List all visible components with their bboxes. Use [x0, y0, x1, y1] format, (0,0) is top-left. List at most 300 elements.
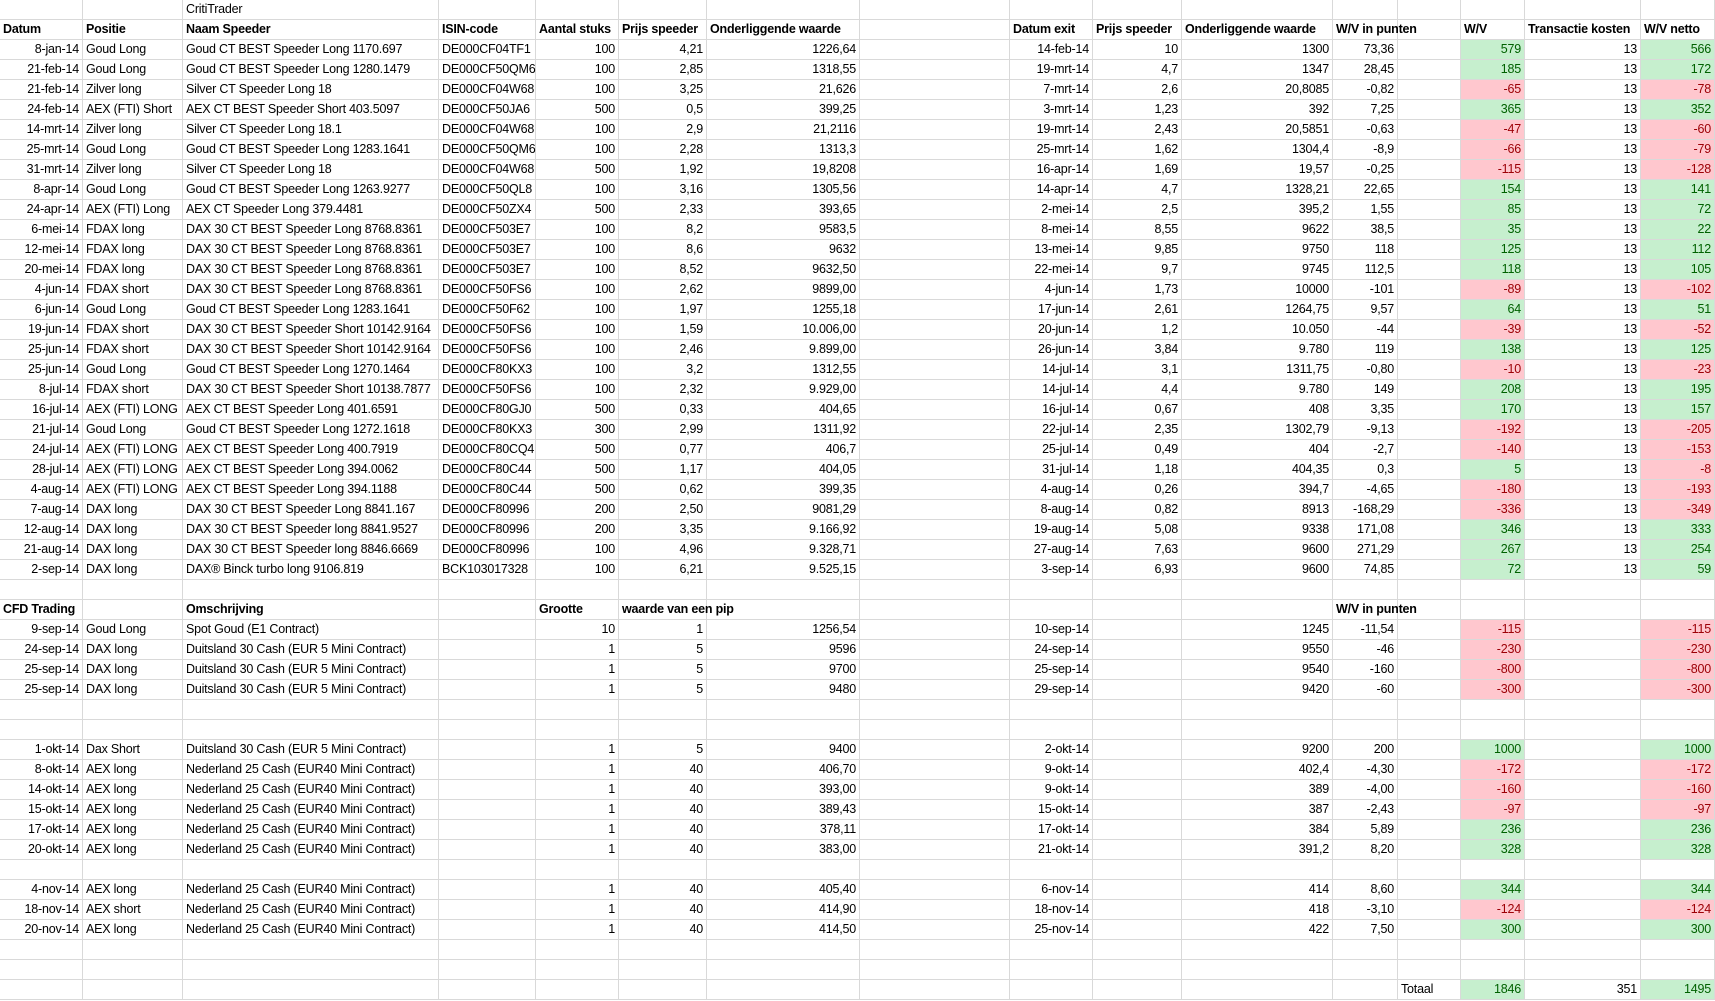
cell-datum-exit[interactable]: [1010, 420, 1093, 440]
cell-naam[interactable]: [183, 360, 439, 380]
cell-naam[interactable]: [183, 860, 439, 880]
cell-aantal[interactable]: [536, 220, 619, 240]
cell-prijs[interactable]: [619, 280, 707, 300]
cell-wv[interactable]: [1461, 920, 1525, 940]
cell-datum[interactable]: [0, 140, 83, 160]
cell-datum-exit[interactable]: [1010, 40, 1093, 60]
cell-spacer2[interactable]: [1398, 480, 1461, 500]
cell-naam[interactable]: [183, 140, 439, 160]
cell-isin[interactable]: [439, 440, 536, 460]
cell-prijs-exit[interactable]: [1093, 920, 1182, 940]
cell-transactiekosten[interactable]: [1525, 960, 1641, 980]
cell-isin[interactable]: [439, 580, 536, 600]
cell-wv[interactable]: [1461, 500, 1525, 520]
cell-prijs-exit[interactable]: [1093, 780, 1182, 800]
cell-wv-netto[interactable]: [1641, 460, 1715, 480]
cell-prijs-exit[interactable]: [1093, 840, 1182, 860]
cell-isin[interactable]: [439, 60, 536, 80]
cell-wv[interactable]: [1461, 940, 1525, 960]
cell-positie[interactable]: [83, 300, 183, 320]
cell-prijs[interactable]: [619, 180, 707, 200]
cell-prijs-exit[interactable]: [1093, 620, 1182, 640]
cell-spacer2[interactable]: [1398, 520, 1461, 540]
cell-positie[interactable]: [83, 320, 183, 340]
cell-transactiekosten[interactable]: [1525, 340, 1641, 360]
cell-aantal[interactable]: [536, 160, 619, 180]
cell-onderliggende-exit[interactable]: [1182, 540, 1333, 560]
cell-isin[interactable]: [439, 840, 536, 860]
cell-positie[interactable]: [83, 560, 183, 580]
cell-isin[interactable]: [439, 420, 536, 440]
cell-onderliggende[interactable]: [707, 220, 860, 240]
cell-naam[interactable]: [183, 620, 439, 640]
cell-onderliggende-exit[interactable]: [1182, 980, 1333, 1000]
cell-datum-exit[interactable]: [1010, 480, 1093, 500]
cell-wv[interactable]: [1461, 60, 1525, 80]
cell-prijs[interactable]: [619, 320, 707, 340]
cell-spacer[interactable]: [860, 300, 1010, 320]
cell-datum-exit[interactable]: [1010, 680, 1093, 700]
cell-datum[interactable]: [0, 120, 83, 140]
cell-datum-exit[interactable]: [1010, 840, 1093, 860]
cell-datum[interactable]: [0, 500, 83, 520]
cell-positie[interactable]: [83, 700, 183, 720]
cell-wv-netto[interactable]: [1641, 340, 1715, 360]
cell-wv[interactable]: [1461, 120, 1525, 140]
cell-wv-netto[interactable]: [1641, 200, 1715, 220]
cell-spacer[interactable]: [860, 40, 1010, 60]
cell-prijs-exit[interactable]: [1093, 100, 1182, 120]
cell-spacer2[interactable]: [1398, 120, 1461, 140]
cell-aantal[interactable]: [536, 840, 619, 860]
cell-datum[interactable]: [0, 40, 83, 60]
cell-onderliggende[interactable]: [707, 640, 860, 660]
cell-naam[interactable]: [183, 680, 439, 700]
cell-positie[interactable]: [83, 480, 183, 500]
cell-wv-netto[interactable]: [1641, 860, 1715, 880]
cell-spacer[interactable]: [860, 20, 1010, 40]
cell-transactiekosten[interactable]: [1525, 380, 1641, 400]
cell-naam[interactable]: [183, 440, 439, 460]
cell-datum-exit[interactable]: [1010, 620, 1093, 640]
cell-spacer[interactable]: [860, 380, 1010, 400]
cell-positie[interactable]: [83, 420, 183, 440]
cell-wv-netto[interactable]: [1641, 900, 1715, 920]
cell-onderliggende[interactable]: [707, 120, 860, 140]
cell-wv-netto[interactable]: [1641, 360, 1715, 380]
cell-naam[interactable]: [183, 480, 439, 500]
cell-transactiekosten[interactable]: [1525, 300, 1641, 320]
cell-transactiekosten[interactable]: [1525, 460, 1641, 480]
cell-datum[interactable]: [0, 60, 83, 80]
cell-prijs-exit[interactable]: [1093, 380, 1182, 400]
cell-prijs-exit[interactable]: [1093, 500, 1182, 520]
cell-prijs[interactable]: [619, 80, 707, 100]
cell-spacer[interactable]: [860, 520, 1010, 540]
cell-datum[interactable]: [0, 840, 83, 860]
cell-spacer[interactable]: [860, 440, 1010, 460]
cell-positie[interactable]: [83, 260, 183, 280]
cell-datum-exit[interactable]: [1010, 60, 1093, 80]
cell-isin[interactable]: [439, 320, 536, 340]
cell-isin[interactable]: [439, 200, 536, 220]
cell-wv-punten[interactable]: [1333, 140, 1398, 160]
cell-prijs-exit[interactable]: [1093, 140, 1182, 160]
cell-onderliggende[interactable]: [707, 380, 860, 400]
cell-datum-exit[interactable]: [1010, 940, 1093, 960]
cell-datum-exit[interactable]: [1010, 660, 1093, 680]
cell-wv[interactable]: [1461, 580, 1525, 600]
cell-datum-exit[interactable]: [1010, 820, 1093, 840]
cell-aantal[interactable]: [536, 20, 619, 40]
cell-positie[interactable]: [83, 160, 183, 180]
cell-prijs-exit[interactable]: [1093, 300, 1182, 320]
cell-prijs-exit[interactable]: [1093, 440, 1182, 460]
cell-spacer[interactable]: [860, 920, 1010, 940]
cell-datum-exit[interactable]: [1010, 260, 1093, 280]
cell-prijs-exit[interactable]: [1093, 760, 1182, 780]
cell-wv-punten[interactable]: [1333, 60, 1398, 80]
cell-spacer2[interactable]: [1398, 180, 1461, 200]
cell-isin[interactable]: [439, 340, 536, 360]
cell-transactiekosten[interactable]: [1525, 940, 1641, 960]
cell-spacer2[interactable]: [1398, 760, 1461, 780]
cell-spacer[interactable]: [860, 680, 1010, 700]
cell-transactiekosten[interactable]: [1525, 140, 1641, 160]
cell-aantal[interactable]: [536, 560, 619, 580]
cell-naam[interactable]: [183, 100, 439, 120]
cell-wv-punten[interactable]: [1333, 760, 1398, 780]
cell-aantal[interactable]: [536, 740, 619, 760]
cell-prijs[interactable]: [619, 160, 707, 180]
cell-wv-punten[interactable]: [1333, 660, 1398, 680]
cell-aantal[interactable]: [536, 300, 619, 320]
cell-onderliggende[interactable]: [707, 200, 860, 220]
cell-isin[interactable]: [439, 140, 536, 160]
cell-wv-netto[interactable]: [1641, 940, 1715, 960]
cell-prijs-exit[interactable]: [1093, 80, 1182, 100]
cell-datum-exit[interactable]: [1010, 140, 1093, 160]
cell-prijs-exit[interactable]: [1093, 860, 1182, 880]
cell-prijs-exit[interactable]: [1093, 560, 1182, 580]
cell-spacer[interactable]: [860, 220, 1010, 240]
cell-prijs[interactable]: [619, 260, 707, 280]
cell-prijs[interactable]: [619, 460, 707, 480]
cell-wv[interactable]: [1461, 740, 1525, 760]
cell-onderliggende-exit[interactable]: [1182, 220, 1333, 240]
cell-spacer2[interactable]: [1398, 940, 1461, 960]
cell-transactiekosten[interactable]: [1525, 160, 1641, 180]
cell-onderliggende-exit[interactable]: [1182, 240, 1333, 260]
cell-positie[interactable]: [83, 800, 183, 820]
cell-wv-netto[interactable]: [1641, 820, 1715, 840]
cell-spacer[interactable]: [860, 720, 1010, 740]
cell-onderliggende[interactable]: [707, 980, 860, 1000]
cell-naam[interactable]: [183, 180, 439, 200]
cell-onderliggende[interactable]: [707, 80, 860, 100]
cell-prijs[interactable]: [619, 200, 707, 220]
cell-transactiekosten[interactable]: [1525, 580, 1641, 600]
cell-naam[interactable]: [183, 200, 439, 220]
cell-isin[interactable]: [439, 600, 536, 620]
cell-prijs-exit[interactable]: [1093, 900, 1182, 920]
cell-onderliggende-exit[interactable]: [1182, 800, 1333, 820]
cell-wv-punten[interactable]: [1333, 700, 1398, 720]
cell-wv-netto[interactable]: [1641, 120, 1715, 140]
cell-onderliggende[interactable]: [707, 160, 860, 180]
cell-aantal[interactable]: [536, 580, 619, 600]
cell-prijs[interactable]: [619, 340, 707, 360]
cell-naam[interactable]: [183, 520, 439, 540]
cell-datum-exit[interactable]: [1010, 460, 1093, 480]
cell-wv-netto[interactable]: [1641, 800, 1715, 820]
cell-wv[interactable]: [1461, 340, 1525, 360]
cell-onderliggende-exit[interactable]: [1182, 440, 1333, 460]
cell-wv-punten[interactable]: [1333, 220, 1398, 240]
cell-onderliggende-exit[interactable]: [1182, 700, 1333, 720]
cell-datum[interactable]: [0, 520, 83, 540]
cell-spacer[interactable]: [860, 260, 1010, 280]
cell-transactiekosten[interactable]: [1525, 860, 1641, 880]
cell-onderliggende[interactable]: [707, 700, 860, 720]
cell-onderliggende-exit[interactable]: [1182, 660, 1333, 680]
cell-isin[interactable]: [439, 80, 536, 100]
cell-wv[interactable]: [1461, 680, 1525, 700]
cell-datum-exit[interactable]: [1010, 800, 1093, 820]
cell-prijs-exit[interactable]: [1093, 460, 1182, 480]
cell-positie[interactable]: [83, 580, 183, 600]
cell-positie[interactable]: [83, 180, 183, 200]
cell-wv[interactable]: [1461, 220, 1525, 240]
cell-spacer2[interactable]: [1398, 440, 1461, 460]
cell-transactiekosten[interactable]: [1525, 540, 1641, 560]
cell-spacer[interactable]: [860, 480, 1010, 500]
cell-spacer[interactable]: [860, 640, 1010, 660]
cell-wv-netto[interactable]: [1641, 480, 1715, 500]
cell-prijs-exit[interactable]: [1093, 480, 1182, 500]
cell-spacer[interactable]: [860, 580, 1010, 600]
cell-aantal[interactable]: [536, 180, 619, 200]
cell-isin[interactable]: [439, 980, 536, 1000]
cell-positie[interactable]: [83, 980, 183, 1000]
cell-wv-netto[interactable]: [1641, 80, 1715, 100]
cell-naam[interactable]: [183, 700, 439, 720]
cell-onderliggende-exit[interactable]: [1182, 140, 1333, 160]
cell-datum-exit[interactable]: [1010, 120, 1093, 140]
cell-transactiekosten[interactable]: [1525, 740, 1641, 760]
cell-wv-netto[interactable]: [1641, 980, 1715, 1000]
cell-wv-netto[interactable]: [1641, 600, 1715, 620]
cell-onderliggende[interactable]: [707, 400, 860, 420]
cell-naam[interactable]: [183, 800, 439, 820]
cell-wv-netto[interactable]: [1641, 140, 1715, 160]
cell-positie[interactable]: [83, 660, 183, 680]
cell-datum[interactable]: [0, 780, 83, 800]
cell-positie[interactable]: [83, 400, 183, 420]
cell-onderliggende-exit[interactable]: [1182, 480, 1333, 500]
cell-wv[interactable]: [1461, 360, 1525, 380]
cell-spacer[interactable]: [860, 880, 1010, 900]
cell-prijs-exit[interactable]: [1093, 520, 1182, 540]
cell-naam[interactable]: [183, 120, 439, 140]
cell-spacer2[interactable]: [1398, 800, 1461, 820]
cell-aantal[interactable]: [536, 640, 619, 660]
cell-wv-punten[interactable]: [1333, 360, 1398, 380]
cell-wv-netto[interactable]: [1641, 180, 1715, 200]
cell-aantal[interactable]: [536, 120, 619, 140]
cell-onderliggende[interactable]: [707, 320, 860, 340]
cell-wv[interactable]: [1461, 980, 1525, 1000]
cell-aantal[interactable]: [536, 880, 619, 900]
cell-prijs[interactable]: [619, 140, 707, 160]
cell-wv-netto[interactable]: [1641, 700, 1715, 720]
cell-positie[interactable]: [83, 0, 183, 20]
cell-datum[interactable]: [0, 800, 83, 820]
cell-prijs[interactable]: [619, 580, 707, 600]
cell-isin[interactable]: [439, 560, 536, 580]
cell-naam[interactable]: [183, 240, 439, 260]
cell-onderliggende[interactable]: [707, 900, 860, 920]
cell-positie[interactable]: [83, 880, 183, 900]
cell-positie[interactable]: [83, 100, 183, 120]
cell-aantal[interactable]: [536, 360, 619, 380]
cell-wv[interactable]: [1461, 40, 1525, 60]
cell-wv-punten[interactable]: [1333, 420, 1398, 440]
cell-isin[interactable]: [439, 120, 536, 140]
cell-prijs[interactable]: [619, 40, 707, 60]
cell-datum[interactable]: [0, 480, 83, 500]
cell-onderliggende[interactable]: [707, 440, 860, 460]
cell-datum[interactable]: [0, 740, 83, 760]
cell-isin[interactable]: [439, 720, 536, 740]
cell-transactiekosten[interactable]: [1525, 100, 1641, 120]
cell-onderliggende[interactable]: [707, 820, 860, 840]
cell-onderliggende[interactable]: [707, 280, 860, 300]
cell-wv-netto[interactable]: [1641, 380, 1715, 400]
cell-spacer[interactable]: [860, 760, 1010, 780]
cell-datum[interactable]: [0, 760, 83, 780]
cell-positie[interactable]: [83, 80, 183, 100]
cell-onderliggende[interactable]: [707, 480, 860, 500]
cell-spacer2[interactable]: [1398, 60, 1461, 80]
cell-spacer2[interactable]: [1398, 820, 1461, 840]
cell-onderliggende[interactable]: [707, 360, 860, 380]
cell-onderliggende[interactable]: [707, 300, 860, 320]
cell-prijs[interactable]: [619, 860, 707, 880]
cell-transactiekosten[interactable]: [1525, 800, 1641, 820]
cell-wv-netto[interactable]: [1641, 60, 1715, 80]
cell-prijs-exit[interactable]: [1093, 660, 1182, 680]
cell-spacer[interactable]: [860, 360, 1010, 380]
cell-naam[interactable]: [183, 320, 439, 340]
cell-isin[interactable]: [439, 220, 536, 240]
cell-prijs-exit[interactable]: [1093, 60, 1182, 80]
cell-spacer2[interactable]: [1398, 0, 1461, 20]
cell-datum-exit[interactable]: [1010, 240, 1093, 260]
cell-isin[interactable]: [439, 380, 536, 400]
cell-wv[interactable]: [1461, 820, 1525, 840]
cell-spacer2[interactable]: [1398, 680, 1461, 700]
cell-datum-exit[interactable]: [1010, 400, 1093, 420]
cell-aantal[interactable]: [536, 600, 619, 620]
cell-prijs-exit[interactable]: [1093, 960, 1182, 980]
cell-wv[interactable]: [1461, 380, 1525, 400]
cell-isin[interactable]: [439, 880, 536, 900]
cell-prijs[interactable]: [619, 740, 707, 760]
cell-datum[interactable]: [0, 320, 83, 340]
cell-datum-exit[interactable]: [1010, 900, 1093, 920]
cell-wv[interactable]: [1461, 640, 1525, 660]
cell-datum-exit[interactable]: [1010, 760, 1093, 780]
cell-isin[interactable]: [439, 860, 536, 880]
cell-wv-punten[interactable]: [1333, 600, 1417, 620]
cell-onderliggende-exit[interactable]: [1182, 860, 1333, 880]
cell-aantal[interactable]: [536, 140, 619, 160]
cell-datum[interactable]: [0, 940, 83, 960]
cell-datum-exit[interactable]: [1010, 0, 1093, 20]
cell-spacer[interactable]: [860, 160, 1010, 180]
cell-spacer[interactable]: [860, 400, 1010, 420]
cell-aantal[interactable]: [536, 940, 619, 960]
cell-onderliggende-exit[interactable]: [1182, 320, 1333, 340]
cell-wv-netto[interactable]: [1641, 280, 1715, 300]
cell-onderliggende[interactable]: [707, 620, 860, 640]
cell-spacer[interactable]: [860, 600, 1010, 620]
cell-spacer2[interactable]: [1398, 920, 1461, 940]
cell-isin[interactable]: [439, 540, 536, 560]
cell-onderliggende-exit[interactable]: [1182, 520, 1333, 540]
cell-wv[interactable]: [1461, 180, 1525, 200]
cell-spacer2[interactable]: [1398, 380, 1461, 400]
cell-naam[interactable]: [183, 600, 439, 620]
cell-positie[interactable]: [83, 360, 183, 380]
cell-transactiekosten[interactable]: [1525, 880, 1641, 900]
cell-wv-punten[interactable]: [1333, 540, 1398, 560]
cell-onderliggende[interactable]: [707, 340, 860, 360]
cell-wv[interactable]: [1461, 300, 1525, 320]
cell-onderliggende[interactable]: [707, 800, 860, 820]
cell-prijs-exit[interactable]: [1093, 580, 1182, 600]
cell-transactiekosten[interactable]: [1525, 400, 1641, 420]
cell-aantal[interactable]: [536, 820, 619, 840]
cell-datum[interactable]: [0, 880, 83, 900]
cell-isin[interactable]: [439, 40, 536, 60]
cell-datum[interactable]: [0, 420, 83, 440]
cell-datum-exit[interactable]: [1010, 560, 1093, 580]
cell-wv-netto[interactable]: [1641, 0, 1715, 20]
cell-spacer2[interactable]: [1398, 780, 1461, 800]
cell-transactiekosten[interactable]: [1525, 780, 1641, 800]
cell-isin[interactable]: [439, 360, 536, 380]
cell-transactiekosten[interactable]: [1525, 980, 1641, 1000]
cell-onderliggende-exit[interactable]: [1182, 640, 1333, 660]
cell-positie[interactable]: [83, 820, 183, 840]
cell-naam[interactable]: [183, 40, 439, 60]
cell-spacer2[interactable]: [1398, 360, 1461, 380]
cell-spacer[interactable]: [860, 120, 1010, 140]
cell-isin[interactable]: [439, 780, 536, 800]
cell-datum[interactable]: [0, 640, 83, 660]
cell-onderliggende-exit[interactable]: [1182, 940, 1333, 960]
cell-wv[interactable]: [1461, 440, 1525, 460]
cell-isin[interactable]: [439, 480, 536, 500]
cell-spacer[interactable]: [860, 800, 1010, 820]
cell-positie[interactable]: [83, 860, 183, 880]
cell-spacer2[interactable]: [1398, 320, 1461, 340]
cell-prijs[interactable]: [619, 660, 707, 680]
cell-spacer2[interactable]: [1398, 720, 1461, 740]
cell-isin[interactable]: [439, 800, 536, 820]
